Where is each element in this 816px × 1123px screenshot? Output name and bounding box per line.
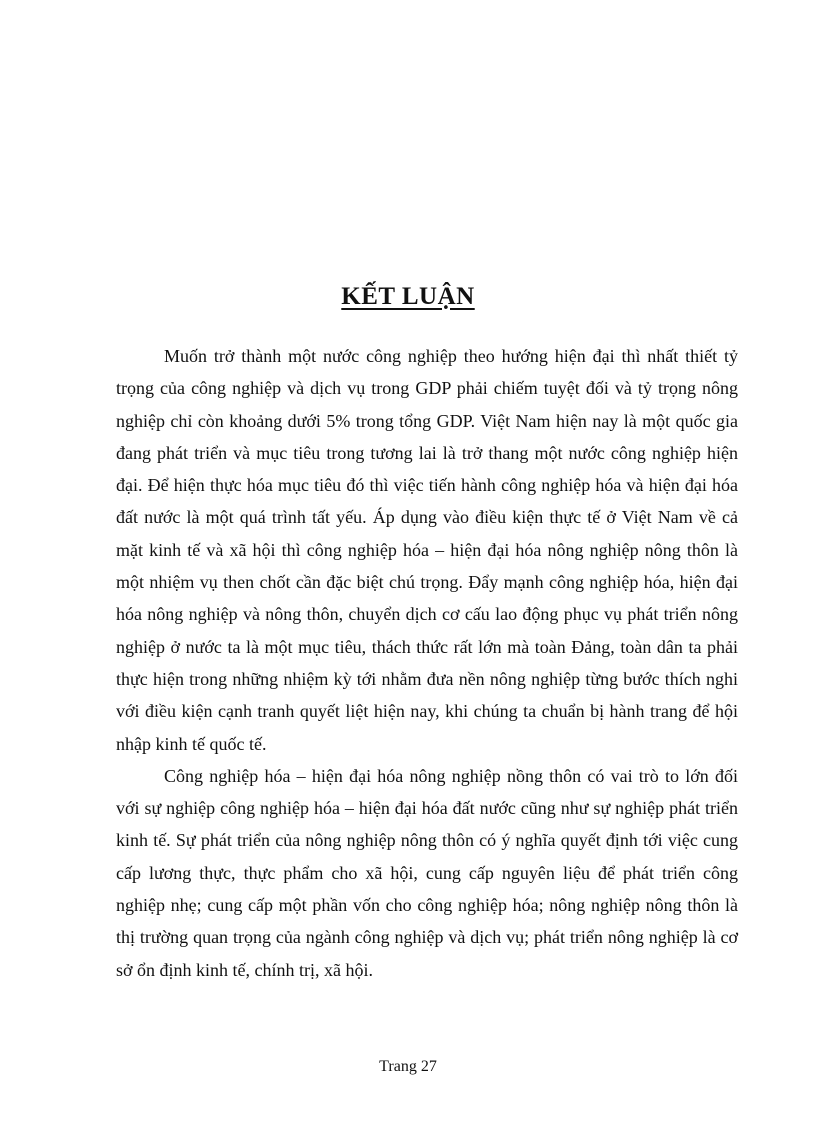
paragraph-1: Muốn trở thành một nước công nghiệp theo hướng hiện đại thì nhất thiết tỷ trọng của công nghiệp và dịch vụ trong GDP phải chiếm tuyệt đối và tỷ trọng nông nghiệp chỉ còn khoảng dưới 5% trong tổng GDP. Việt Nam hiện nay là một quốc gia đang phát triển và mục tiêu trong tương lai là trở thang một nước công nghiệp hiện đại. Để hiện thực hóa mục tiêu đó thì việc tiến hành công nghiệp hóa và hiện đại hóa đất nước là một quá trình tất yếu. Áp dụng vào điều kiện thực tế ở Việt Nam về cả mặt kinh tế và xã hội thì công nghiệp hóa – hiện đại hóa nông nghiệp nông thôn là một nhiệm vụ then chốt cần đặc biệt chú trọng. Đẩy mạnh công nghiệp hóa, hiện đại hóa nông nghiệp và nông thôn, chuyển dịch cơ cấu lao động phục vụ phát triển nông nghiệp ở nước ta là một mục tiêu, thách thức rất lớn mà toàn Đảng, toàn dân ta phải thực hiện trong những nhiệm kỳ tới nhằm đưa nền nông nghiệp từng bước thích nghi với điều kiện cạnh tranh quyết liệt hiện nay, khi chúng ta chuẩn bị hành trang để hội nhập kinh tế quốc tế. <box>116 346 738 754</box>
page-number: Trang 27 <box>379 1058 437 1075</box>
paragraph-2: Công nghiệp hóa – hiện đại hóa nông nghiệp nồng thôn có vai trò to lớn đối với sự nghiệp công nghiệp hóa – hiện đại hóa đất nước cũng như sự nghiệp phát triển kinh tế. Sự phát triển của nông nghiệp nông thôn có ý nghĩa quyết định tới việc cung cấp lương thực, thực phẩm cho xã hội, cung cấp nguyên liệu để phát triển công nghiệp nhẹ; cung cấp một phần vốn cho công nghiệp hóa; nông nghiệp nông thôn là thị trường quan trọng của ngành công nghiệp và dịch vụ; phát triển nông nghiệp là cơ sở ổn định kinh tế, chính trị, xã hội. <box>116 765 738 980</box>
body-text <box>116 340 738 986</box>
page-title: KẾT LUẬN <box>341 282 475 310</box>
